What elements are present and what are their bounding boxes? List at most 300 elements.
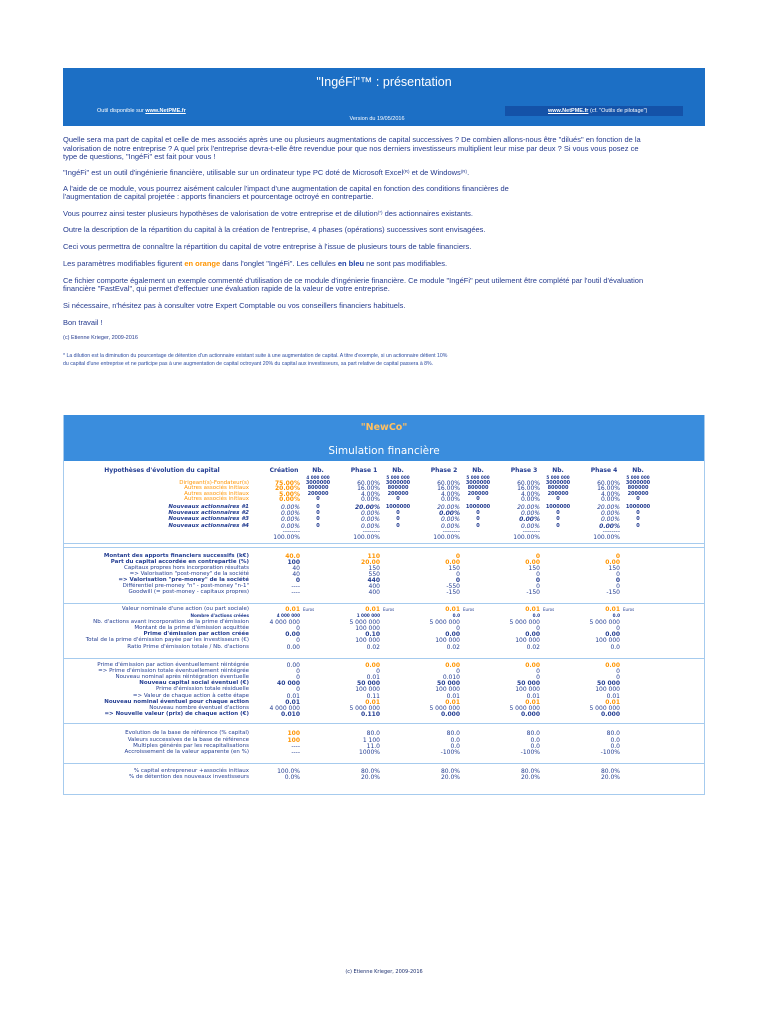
shareholder-nb: 0 bbox=[396, 516, 400, 522]
shareholder-nb: 0 bbox=[476, 509, 480, 516]
row-value: 400 bbox=[368, 582, 380, 590]
shareholder-pct: 0.00% bbox=[600, 509, 620, 517]
shareholder-nb: 0 bbox=[556, 516, 560, 522]
row-value: 80.0 bbox=[606, 729, 620, 737]
shareholder-pct: 20.00% bbox=[597, 503, 620, 511]
row-value: 0 bbox=[616, 624, 620, 632]
row-value: 0 bbox=[536, 624, 540, 632]
page-title: "IngéFi"™ : présentation bbox=[316, 75, 452, 89]
row-value: 5 000 000 bbox=[349, 704, 380, 712]
row-value: 0.0 bbox=[450, 736, 460, 744]
shareholder-pct: 60.00% bbox=[357, 479, 380, 487]
shareholder-label: Autres associés initiaux bbox=[184, 490, 249, 497]
row-label: % capital entrepreneur +associés initiaux bbox=[133, 767, 249, 774]
shareholder-nb: 0 bbox=[556, 496, 560, 502]
shareholder-nb: 0 bbox=[396, 509, 400, 516]
row-value: 80.0% bbox=[600, 767, 620, 775]
row-value: 80.0% bbox=[520, 767, 540, 775]
shareholder-label: Nouveaux actionnaires #3 bbox=[168, 516, 249, 522]
shareholder-pct: 4.00% bbox=[600, 490, 620, 498]
row-value: 100 000 bbox=[595, 636, 620, 644]
column-header-phase: Phase 2 bbox=[430, 466, 458, 474]
row-value: 40 bbox=[292, 570, 300, 578]
row-value: 5 000 000 bbox=[509, 704, 540, 712]
row-value: 80.0 bbox=[446, 729, 460, 737]
row-value: 0 bbox=[615, 552, 620, 560]
row-value: 1 000 000 bbox=[356, 612, 380, 618]
row-value: 100 000 bbox=[515, 685, 540, 693]
row-value: 0.00 bbox=[525, 661, 540, 669]
shareholder-nb: 0 bbox=[636, 516, 640, 522]
row-value: 110 bbox=[367, 552, 380, 560]
shareholder-nb: 0 bbox=[316, 509, 320, 516]
row-value: 0.00 bbox=[365, 661, 380, 669]
row-value: 0.01 bbox=[445, 698, 460, 706]
row-value: 150 bbox=[368, 564, 380, 572]
row-value: 150 bbox=[448, 564, 460, 572]
shareholder-pct: 4.00% bbox=[360, 490, 380, 498]
page-footer: (c) Etienne Krieger, 2009-2016 bbox=[345, 969, 423, 975]
row-label: => Nouvelle valeur (prix) de chaque action (€) bbox=[104, 710, 249, 717]
total-pct: 100.00% bbox=[513, 533, 540, 541]
shareholder-pct: 0.00% bbox=[360, 516, 380, 523]
total-separator: -------- bbox=[522, 527, 540, 535]
row-value: 0.0 bbox=[610, 736, 620, 744]
row-unit: Euros bbox=[543, 607, 555, 612]
intro-line: Quelle sera ma part de capital et celle de mes associés après une ou plusieurs augmentations de capital successives ? De combien allons-nous être "dilués" en fonction de la bbox=[63, 135, 641, 144]
row-value: 5 000 000 bbox=[589, 704, 620, 712]
blue-keyword: en bleu bbox=[337, 259, 365, 268]
row-label: Nouveau capital social éventuel (€) bbox=[139, 679, 249, 686]
row-label: Accroissement de la valeur apparente (en %) bbox=[124, 748, 249, 755]
row-value: -100% bbox=[440, 748, 460, 756]
column-header-nb: Nb. bbox=[392, 466, 404, 474]
row-label: Goodwill (= post-money - capitaux propres) bbox=[128, 588, 249, 595]
column-header-phase: Phase 3 bbox=[510, 466, 538, 474]
row-label: Nouveau nominal après réintégration éventuelle bbox=[115, 673, 249, 680]
row-value: 0.00 bbox=[605, 630, 620, 638]
row-label: Montant des apports financiers successifs (k€) bbox=[103, 552, 249, 559]
row-label: Evolution de la base de référence (% capital) bbox=[125, 729, 249, 736]
row-unit: Euros bbox=[303, 607, 315, 612]
intro-line: financière "FastEval", qui permet d'effectuer une évaluation rapide de la valeur de votre entreprise. bbox=[63, 284, 390, 293]
row-value: 0.02 bbox=[446, 643, 460, 651]
row-value: 0 bbox=[616, 582, 620, 590]
footnote-line: * La dilution est la diminution du pourcentage de détention d'un actionnaire existant suite à une augmentation de capital. A titre d'exemple, si un actionnaire détient 10% bbox=[63, 352, 448, 359]
row-value: 4 000 000 bbox=[269, 704, 300, 712]
version-label: Version du 19/05/2016 bbox=[349, 115, 405, 122]
row-value: 0.0 bbox=[530, 736, 540, 744]
row-label: Part du capital accordée en contrepartie (%) bbox=[110, 558, 249, 565]
shareholder-nb: 200000 bbox=[627, 490, 649, 497]
shareholder-nb: 200000 bbox=[547, 490, 569, 497]
row-value: 40.0 bbox=[285, 552, 300, 560]
shareholder-nb: 800000 bbox=[387, 485, 409, 491]
shareholder-nb: 0 bbox=[556, 522, 560, 529]
row-value: 0.01 bbox=[605, 698, 620, 706]
registered-mark: (R) bbox=[460, 168, 468, 174]
intro-line: Outre la description de la répartition du capital à la création de l'entreprise, 4 phases (opérations) successives sont envisagées. bbox=[63, 225, 486, 234]
row-label: Total de la prime d'émission payée par les investisseurs (€) bbox=[85, 636, 249, 643]
shareholder-pct: 60.00% bbox=[517, 479, 540, 487]
shareholder-nb: 1000000 bbox=[545, 503, 571, 510]
shareholder-pct: 0.00% bbox=[360, 496, 380, 503]
column-header-nb: Nb. bbox=[632, 466, 644, 474]
total-separator: -------- bbox=[362, 527, 380, 535]
shareholder-pct: 0.00% bbox=[440, 496, 460, 503]
row-value: 0.0 bbox=[610, 742, 620, 750]
row-value: 0.00 bbox=[525, 630, 540, 638]
shareholder-label: Dirigeant(s)-Fondateur(s) bbox=[179, 479, 249, 486]
row-value: 100 bbox=[287, 558, 300, 566]
row-value: 50 000 bbox=[517, 679, 540, 687]
row-value: 20.00 bbox=[361, 558, 380, 566]
shareholder-label: Nouveaux actionnaires #1 bbox=[168, 503, 249, 510]
row-value: 100 000 bbox=[435, 636, 460, 644]
row-value: 0.0 bbox=[532, 612, 540, 618]
row-value: 0 bbox=[455, 552, 460, 560]
shareholder-nb: 0 bbox=[636, 509, 640, 516]
row-value: 0.02 bbox=[526, 643, 540, 651]
column-header-phase: Phase 1 bbox=[350, 466, 378, 474]
total-pct: 100.00% bbox=[353, 533, 380, 541]
total-pct: 100.00% bbox=[593, 533, 620, 541]
intro-text: ne sont pas modifiables. bbox=[364, 259, 448, 268]
shareholder-pct: 60.00% bbox=[437, 479, 460, 487]
row-value: 5 000 000 bbox=[429, 618, 460, 626]
column-header-phase: Création bbox=[269, 466, 299, 474]
row-value: 50 000 bbox=[597, 679, 620, 687]
row-value: -100% bbox=[600, 748, 620, 756]
intro-text: "IngéFi" est un outil d'ingénierie financière, utilisable sur un ordinateur type PC doté de Microsoft Excel bbox=[63, 168, 404, 177]
shareholder-nb: 3000000 bbox=[385, 479, 411, 486]
shareholder-pct: 20.00% bbox=[437, 503, 460, 511]
share-total: 5 000 000 bbox=[386, 475, 410, 480]
total-pct: 100.00% bbox=[273, 533, 300, 541]
row-value: 0.0% bbox=[284, 773, 300, 781]
share-total: 4 000 000 bbox=[306, 475, 330, 480]
row-value: 0.01 bbox=[365, 605, 380, 613]
shareholder-pct: 0.00% bbox=[440, 516, 460, 523]
row-value: 11.0 bbox=[366, 742, 380, 750]
shareholder-nb: 1000000 bbox=[625, 503, 651, 510]
column-header-nb: Nb. bbox=[472, 466, 484, 474]
row-value: 100 000 bbox=[355, 636, 380, 644]
shareholder-nb: 0 bbox=[556, 509, 560, 516]
shareholder-nb: 0 bbox=[476, 522, 480, 529]
row-value: 0 bbox=[455, 576, 460, 584]
row-label: Capitaux propres hors incorporation résultats bbox=[124, 564, 249, 571]
row-value: 0.01 bbox=[365, 698, 380, 706]
row-value: 5 000 000 bbox=[429, 704, 460, 712]
shareholder-nb: 1000000 bbox=[385, 503, 411, 510]
row-value: 0.00 bbox=[445, 630, 460, 638]
row-value: 0.0 bbox=[612, 612, 620, 618]
row-value: 100.0% bbox=[277, 767, 300, 775]
row-value: 550 bbox=[368, 570, 380, 578]
shareholder-nb: 800000 bbox=[627, 485, 649, 491]
total-pct: 100.00% bbox=[433, 533, 460, 541]
row-value: 100 bbox=[287, 736, 300, 744]
row-value: 0.000 bbox=[441, 710, 460, 718]
row-value: 0 bbox=[616, 667, 620, 675]
row-value: 40 000 bbox=[277, 679, 300, 687]
availability-prefix: Outil disponible sur bbox=[97, 107, 146, 114]
row-value: 4 000 000 bbox=[276, 612, 300, 618]
row-value: 0 bbox=[376, 667, 380, 675]
shareholder-pct: 0.00% bbox=[439, 509, 460, 517]
row-value: 100 000 bbox=[595, 685, 620, 693]
share-total: 5 000 000 bbox=[626, 475, 650, 480]
row-value: 440 bbox=[367, 576, 380, 584]
row-value: 0 bbox=[536, 570, 540, 578]
intro-text: Les paramètres modifiables figurent bbox=[63, 259, 185, 268]
row-value: 0 bbox=[296, 667, 300, 675]
intro-copyright: (c) Etienne Krieger, 2009-2016 bbox=[63, 334, 138, 341]
shareholder-pct: 0.00% bbox=[280, 522, 300, 530]
row-value: ---- bbox=[291, 582, 300, 590]
shareholder-pct: 16.00% bbox=[597, 485, 620, 492]
row-label: => Valeur de chaque action à cette étape bbox=[132, 692, 249, 699]
shareholder-pct: 0.00% bbox=[519, 516, 540, 523]
shareholder-pct: 0.00% bbox=[520, 496, 540, 503]
row-value: 0.01 bbox=[606, 692, 620, 700]
shareholder-label: Autres associés initiaux bbox=[184, 496, 249, 502]
row-value: 0.0 bbox=[530, 742, 540, 750]
row-value: 400 bbox=[368, 588, 380, 596]
shareholder-pct: 0.00% bbox=[520, 509, 540, 517]
row-value: 0 bbox=[535, 552, 540, 560]
row-value: 0 bbox=[456, 624, 460, 632]
row-value: 0.00 bbox=[286, 661, 300, 669]
row-value: 0.0 bbox=[450, 742, 460, 750]
row-value: 100 000 bbox=[435, 685, 460, 693]
row-value: 20.0% bbox=[440, 773, 460, 781]
shareholder-label: Nouveaux actionnaires #4 bbox=[168, 522, 249, 529]
row-value: 0.00 bbox=[445, 558, 460, 566]
row-value: 40 bbox=[292, 564, 300, 572]
row-value: 0.01 bbox=[366, 673, 380, 681]
row-value: 20.0% bbox=[520, 773, 540, 781]
row-value: 0.00 bbox=[445, 661, 460, 669]
row-unit: Euros bbox=[463, 607, 475, 612]
shareholder-nb: 3000000 bbox=[305, 479, 331, 486]
row-value: 0.01 bbox=[526, 692, 540, 700]
row-value: -100% bbox=[520, 748, 540, 756]
shareholder-pct: 20.00% bbox=[517, 503, 540, 511]
shareholder-nb: 0 bbox=[396, 496, 400, 502]
row-value: -150 bbox=[606, 588, 620, 596]
row-label: Prime d'émission totale résiduelle bbox=[155, 685, 249, 692]
intro-line: Si nécessaire, n'hésitez pas à consulter votre Expert Comptable ou vos conseillers financiers habituels. bbox=[63, 301, 406, 310]
row-value: 0 bbox=[616, 570, 620, 578]
row-value: 0 bbox=[535, 576, 540, 584]
footnote-line: du capital d'une entreprise et ne participe pas à une augmentation de capital octroyant 20% du capital aux investisseurs, sa part relative de capital passera à 8%. bbox=[63, 360, 434, 367]
intro-line: l'augmentation de capital projetée : apports financiers et pourcentage octroyé en contrepartie. bbox=[63, 192, 374, 201]
footnote-mark: (*) bbox=[377, 209, 383, 215]
column-header-phase: Phase 4 bbox=[590, 466, 618, 474]
shareholder-pct: 4.00% bbox=[440, 490, 460, 498]
row-value: 100 000 bbox=[355, 624, 380, 632]
row-label: Valeurs successives de la base de référence bbox=[127, 736, 249, 743]
row-value: 0 bbox=[296, 685, 300, 693]
row-value: 0 bbox=[536, 673, 540, 681]
row-value: 0.10 bbox=[365, 630, 380, 638]
total-separator: -------- bbox=[442, 527, 460, 535]
row-unit: Euros bbox=[383, 607, 395, 612]
row-label: Nouveau nominal éventuel pour chaque action bbox=[104, 698, 249, 705]
shareholder-pct: 16.00% bbox=[437, 485, 460, 492]
shareholder-pct: 0.00% bbox=[600, 516, 620, 523]
row-value: -150 bbox=[526, 588, 540, 596]
intro-line: type de questions, "IngéFi" est fait pour vous ! bbox=[63, 152, 216, 161]
shareholder-nb: 0 bbox=[476, 496, 480, 502]
row-label: Ratio Prime d'émission totale / Nb. d'actions bbox=[127, 643, 249, 650]
intro-line: Bon travail ! bbox=[63, 318, 103, 327]
row-label: Valeur nominale d'une action (ou part sociale) bbox=[121, 605, 249, 612]
row-value: 4 000 000 bbox=[269, 618, 300, 626]
intro-line: Ceci vous permettra de connaître la répartition du capital de votre entreprise à l'issue de plusieurs tours de table financiers. bbox=[63, 242, 472, 251]
intro-line: Ce fichier comporte également un exemple commenté d'utilisation de ce module d'ingénierie financière. Ce module "IngéFi" peut utilement être complété par l'outil d'évaluation bbox=[63, 276, 644, 285]
shareholder-pct: 0.00% bbox=[440, 522, 460, 530]
shareholder-pct: 16.00% bbox=[357, 485, 380, 492]
row-value: 0 bbox=[536, 582, 540, 590]
row-value: 80.0% bbox=[440, 767, 460, 775]
row-value: 5 000 000 bbox=[509, 618, 540, 626]
row-value: 0.01 bbox=[525, 605, 540, 613]
row-value: 0.00 bbox=[605, 558, 620, 566]
row-value: 0 bbox=[615, 576, 620, 584]
shareholder-pct: 4.00% bbox=[520, 490, 540, 498]
simulation-company-name: "NewCo" bbox=[360, 422, 408, 433]
row-label: => Valorisation "post-money" de la société bbox=[129, 570, 249, 577]
row-value: 0.02 bbox=[366, 643, 380, 651]
shareholder-nb: 200000 bbox=[387, 490, 409, 497]
shareholder-nb: 0 bbox=[396, 522, 400, 529]
row-value: 0 bbox=[456, 570, 460, 578]
row-value: 0 bbox=[536, 667, 540, 675]
shareholder-nb: 3000000 bbox=[625, 479, 651, 486]
intro-text: Vous pourrez ainsi tester plusieurs hypothèses de valorisation de votre entreprise et de dilution bbox=[63, 209, 378, 218]
row-value: ---- bbox=[291, 588, 300, 596]
row-value: 0 bbox=[296, 624, 300, 632]
shareholder-pct: 0.00% bbox=[280, 509, 300, 517]
row-value: 0.0 bbox=[610, 643, 620, 651]
row-value: 0 bbox=[616, 673, 620, 681]
row-value: 80.0 bbox=[526, 729, 540, 737]
row-value: 0.01 bbox=[445, 605, 460, 613]
shareholder-nb: 0 bbox=[636, 522, 640, 529]
shareholder-nb: 1000000 bbox=[465, 503, 491, 510]
row-label: Prime d'émission par action créée bbox=[143, 630, 249, 637]
intro-line: valorisation de notre entreprise ? A quel prix l'entreprise devra-t-elle être revendue pour que nos derniers investisseurs multiplient leur mise par deux ? Si vous vous posez ce bbox=[63, 143, 639, 153]
row-value: 5 000 000 bbox=[589, 618, 620, 626]
row-value: 0.01 bbox=[446, 692, 460, 700]
row-value: 20.0% bbox=[600, 773, 620, 781]
row-value: 0.0 bbox=[452, 612, 460, 618]
row-value: 0.01 bbox=[285, 698, 300, 706]
row-value: 100 000 bbox=[355, 685, 380, 693]
shareholder-nb: 800000 bbox=[547, 485, 569, 491]
netpme-link[interactable]: www.NetPME.fr bbox=[145, 107, 186, 114]
row-value: 1000% bbox=[359, 748, 380, 756]
shareholder-nb: 200000 bbox=[467, 490, 489, 497]
row-value: -550 bbox=[446, 582, 460, 590]
intro-text: dans l'onglet "IngéFi". Les cellules bbox=[220, 259, 338, 268]
column-header-nb: Nb. bbox=[552, 466, 564, 474]
row-label: Nouveau nombre éventuel d'actions bbox=[149, 704, 249, 711]
shareholder-label: Autres associés initiaux bbox=[184, 485, 249, 491]
shareholder-pct: 60.00% bbox=[597, 479, 620, 487]
shareholder-nb: 0 bbox=[316, 516, 320, 522]
netpme-link-right[interactable]: www.NetPME.fr bbox=[548, 107, 589, 114]
row-value: -150 bbox=[446, 588, 460, 596]
shareholder-label: Nouveaux actionnaires #2 bbox=[168, 509, 249, 516]
row-value: 1 100 bbox=[362, 736, 380, 744]
row-value: 0.01 bbox=[286, 692, 300, 700]
shareholder-nb: 3000000 bbox=[545, 479, 571, 486]
row-value: 80.0% bbox=[360, 767, 380, 775]
shareholder-nb: 200000 bbox=[307, 490, 329, 497]
row-value: 0.00 bbox=[605, 661, 620, 669]
shareholder-pct: 0.00% bbox=[279, 496, 300, 503]
row-value: ---- bbox=[291, 748, 300, 756]
shareholder-pct: 20.00% bbox=[355, 503, 380, 511]
row-value: 0.00 bbox=[285, 630, 300, 638]
row-value: 0.11 bbox=[366, 692, 380, 700]
row-value: 0.00 bbox=[286, 643, 300, 651]
shareholder-nb: 3000000 bbox=[465, 479, 491, 486]
row-value: 0.010 bbox=[442, 673, 460, 681]
shareholder-pct: 0.00% bbox=[520, 522, 540, 530]
row-unit: Euros bbox=[623, 607, 635, 612]
column-header-nb: Nb. bbox=[312, 466, 324, 474]
shareholder-nb: 0 bbox=[316, 503, 320, 510]
row-label: Nombre d'actions créées bbox=[190, 612, 249, 618]
registered-mark: (R) bbox=[403, 168, 410, 174]
shareholder-pct: 16.00% bbox=[517, 485, 540, 492]
row-label: Multiples générés par les recapitalisations bbox=[133, 742, 249, 749]
row-value: 50 000 bbox=[437, 679, 460, 687]
row-value: ---- bbox=[291, 742, 300, 750]
row-value: 0.010 bbox=[281, 710, 300, 718]
row-value: 0.01 bbox=[605, 605, 620, 613]
row-value: 20.0% bbox=[360, 773, 380, 781]
row-value: 0 bbox=[296, 636, 300, 644]
shareholder-pct: 5.00% bbox=[279, 490, 300, 498]
shareholder-nb: 0 bbox=[316, 522, 320, 529]
shareholder-pct: 0.00% bbox=[280, 503, 300, 511]
simulation-title: Simulation financière bbox=[328, 445, 440, 457]
row-value: 50 000 bbox=[357, 679, 380, 687]
shareholder-pct: 0.00% bbox=[360, 522, 380, 530]
orange-keyword: en orange bbox=[184, 259, 221, 268]
intro-text: et de Windows bbox=[409, 168, 461, 177]
shareholder-pct: 0.00% bbox=[360, 509, 380, 517]
row-value: 5 000 000 bbox=[349, 618, 380, 626]
row-value: 0.000 bbox=[601, 710, 620, 718]
row-value: 0.01 bbox=[525, 698, 540, 706]
share-total: 5 000 000 bbox=[546, 475, 570, 480]
total-separator: -------- bbox=[282, 527, 300, 535]
row-value: 0 bbox=[295, 576, 300, 584]
total-separator: -------- bbox=[602, 527, 620, 535]
row-value: 100 bbox=[287, 729, 300, 737]
shareholder-pct: 0.00% bbox=[599, 522, 620, 530]
row-label: Différentiel pre-money "n" - post-money "n-1" bbox=[122, 582, 249, 589]
shareholder-nb: 0 bbox=[316, 496, 320, 502]
row-value: 0 bbox=[296, 673, 300, 681]
